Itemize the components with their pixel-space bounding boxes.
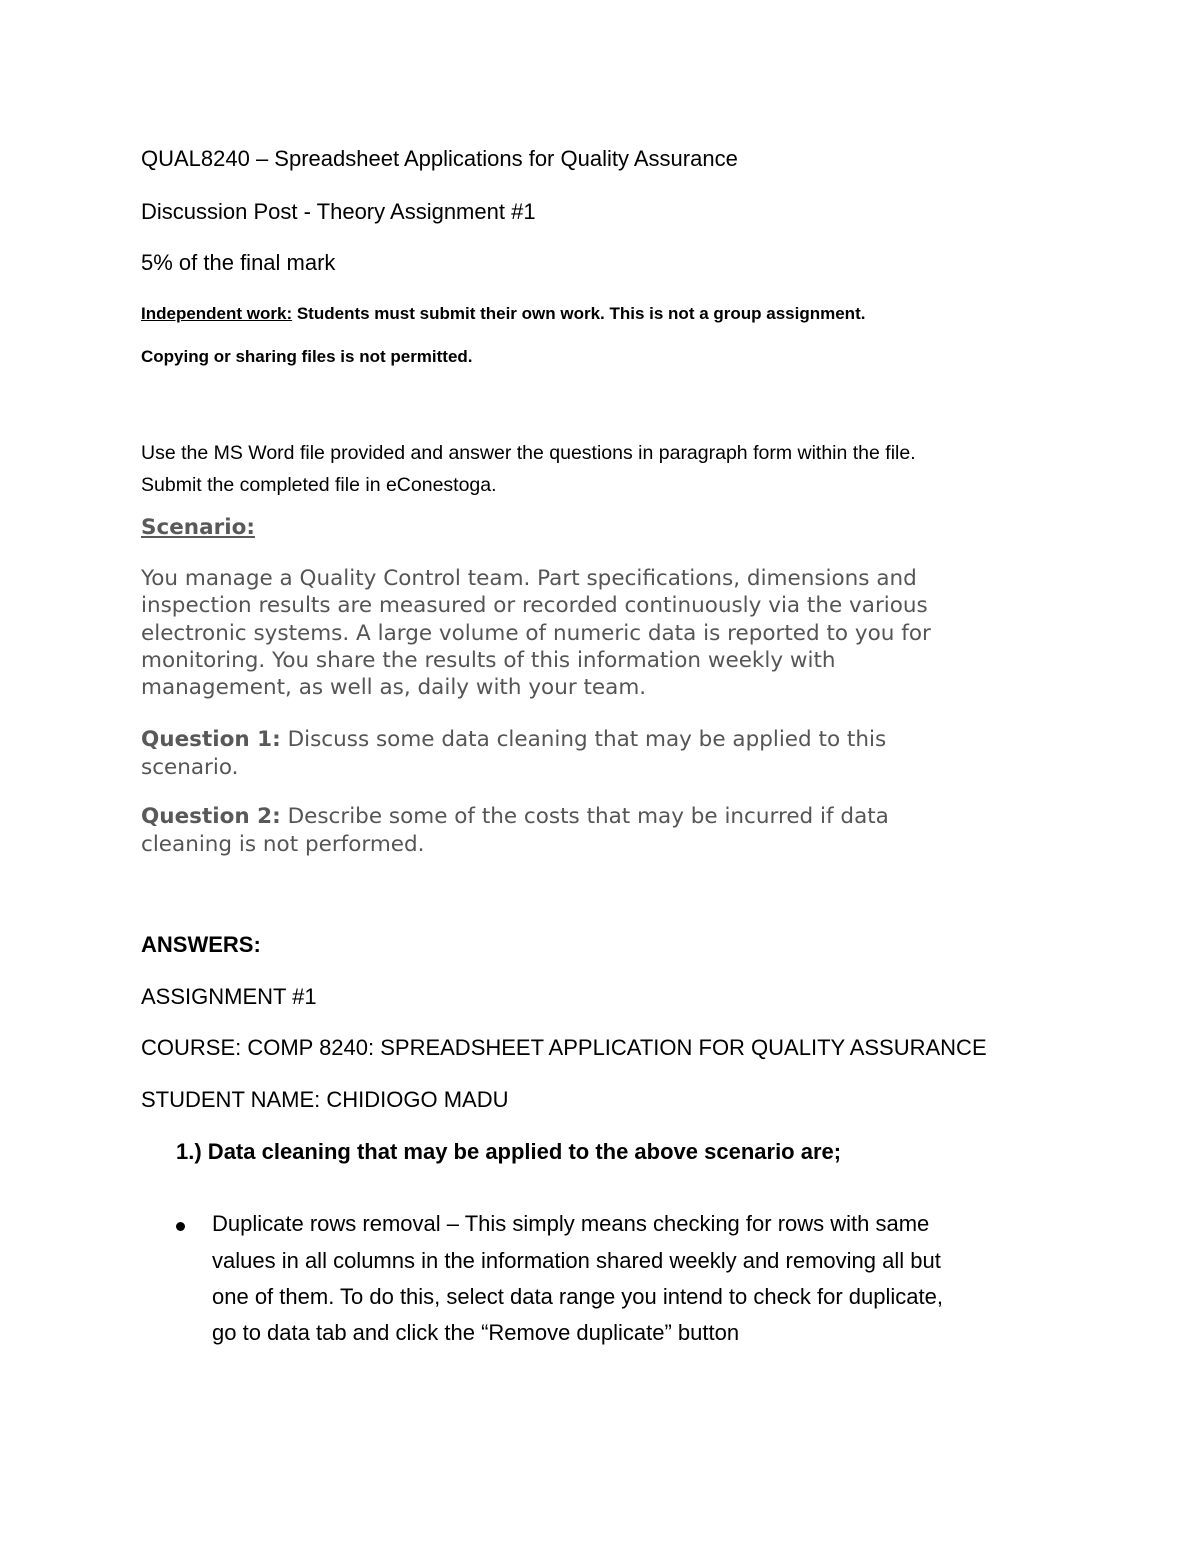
assignment-label: ASSIGNMENT #1	[141, 984, 317, 1009]
bullet-line: values in all columns in the information shared weekly and removing all but	[212, 1248, 941, 1273]
instructions-line-2: Submit the completed file in eConestoga.	[141, 474, 497, 496]
scenario-line: monitoring. You share the results of this information weekly with	[141, 648, 836, 673]
bullet-icon	[176, 1222, 185, 1231]
scenario-heading: Scenario:	[141, 515, 255, 540]
question-2-text: Describe some of the costs that may be incurred if data	[280, 804, 889, 829]
question-1-text: Discuss some data cleaning that may be applied to this	[280, 727, 887, 752]
answer-item-1-heading	[176, 1138, 841, 1166]
mark-weight: 5% of the final mark	[141, 250, 336, 275]
question-2-continuation: cleaning is not performed.	[141, 832, 425, 857]
scenario-line: You manage a Quality Control team. Part specifications, dimensions and	[141, 566, 917, 591]
independent-work-text: Students must submit their own work. This is not a group assignment.	[292, 304, 866, 323]
question-1-label: Question 1:	[141, 727, 281, 752]
independent-work-notice	[141, 300, 865, 328]
answer-item-1-number: 1.)	[176, 1139, 202, 1164]
question-1-continuation: scenario.	[141, 755, 239, 780]
instructions-line-1: Use the MS Word file provided and answer the questions in paragraph form within the file.	[141, 442, 916, 464]
copying-notice: Copying or sharing files is not permitted.	[141, 347, 473, 366]
bullet-line: Duplicate rows removal – This simply means checking for rows with same	[212, 1211, 930, 1236]
course-label: COURSE: COMP 8240: SPREADSHEET APPLICATION FOR QUALITY ASSURANCE	[141, 1035, 987, 1060]
bullet-line: go to data tab and click the “Remove duplicate” button	[212, 1320, 740, 1345]
answer-item-1-text: Data cleaning that may be applied to the above scenario are;	[201, 1139, 842, 1164]
independent-work-label: Independent work:	[141, 304, 293, 323]
question-1	[141, 726, 886, 753]
post-title: Discussion Post - Theory Assignment #1	[141, 199, 536, 224]
student-name: STUDENT NAME: CHIDIOGO MADU	[141, 1087, 509, 1112]
question-2-label: Question 2:	[141, 804, 281, 829]
course-title: QUAL8240 – Spreadsheet Applications for Quality Assurance	[141, 146, 738, 171]
scenario-line: inspection results are measured or recorded continuously via the various	[141, 593, 928, 618]
scenario-line: management, as well as, daily with your team.	[141, 675, 647, 700]
answers-heading: ANSWERS:	[141, 932, 261, 957]
question-2	[141, 803, 889, 830]
scenario-line: electronic systems. A large volume of numeric data is reported to you for	[141, 621, 931, 646]
bullet-line: one of them. To do this, select data range you intend to check for duplicate,	[212, 1284, 943, 1309]
